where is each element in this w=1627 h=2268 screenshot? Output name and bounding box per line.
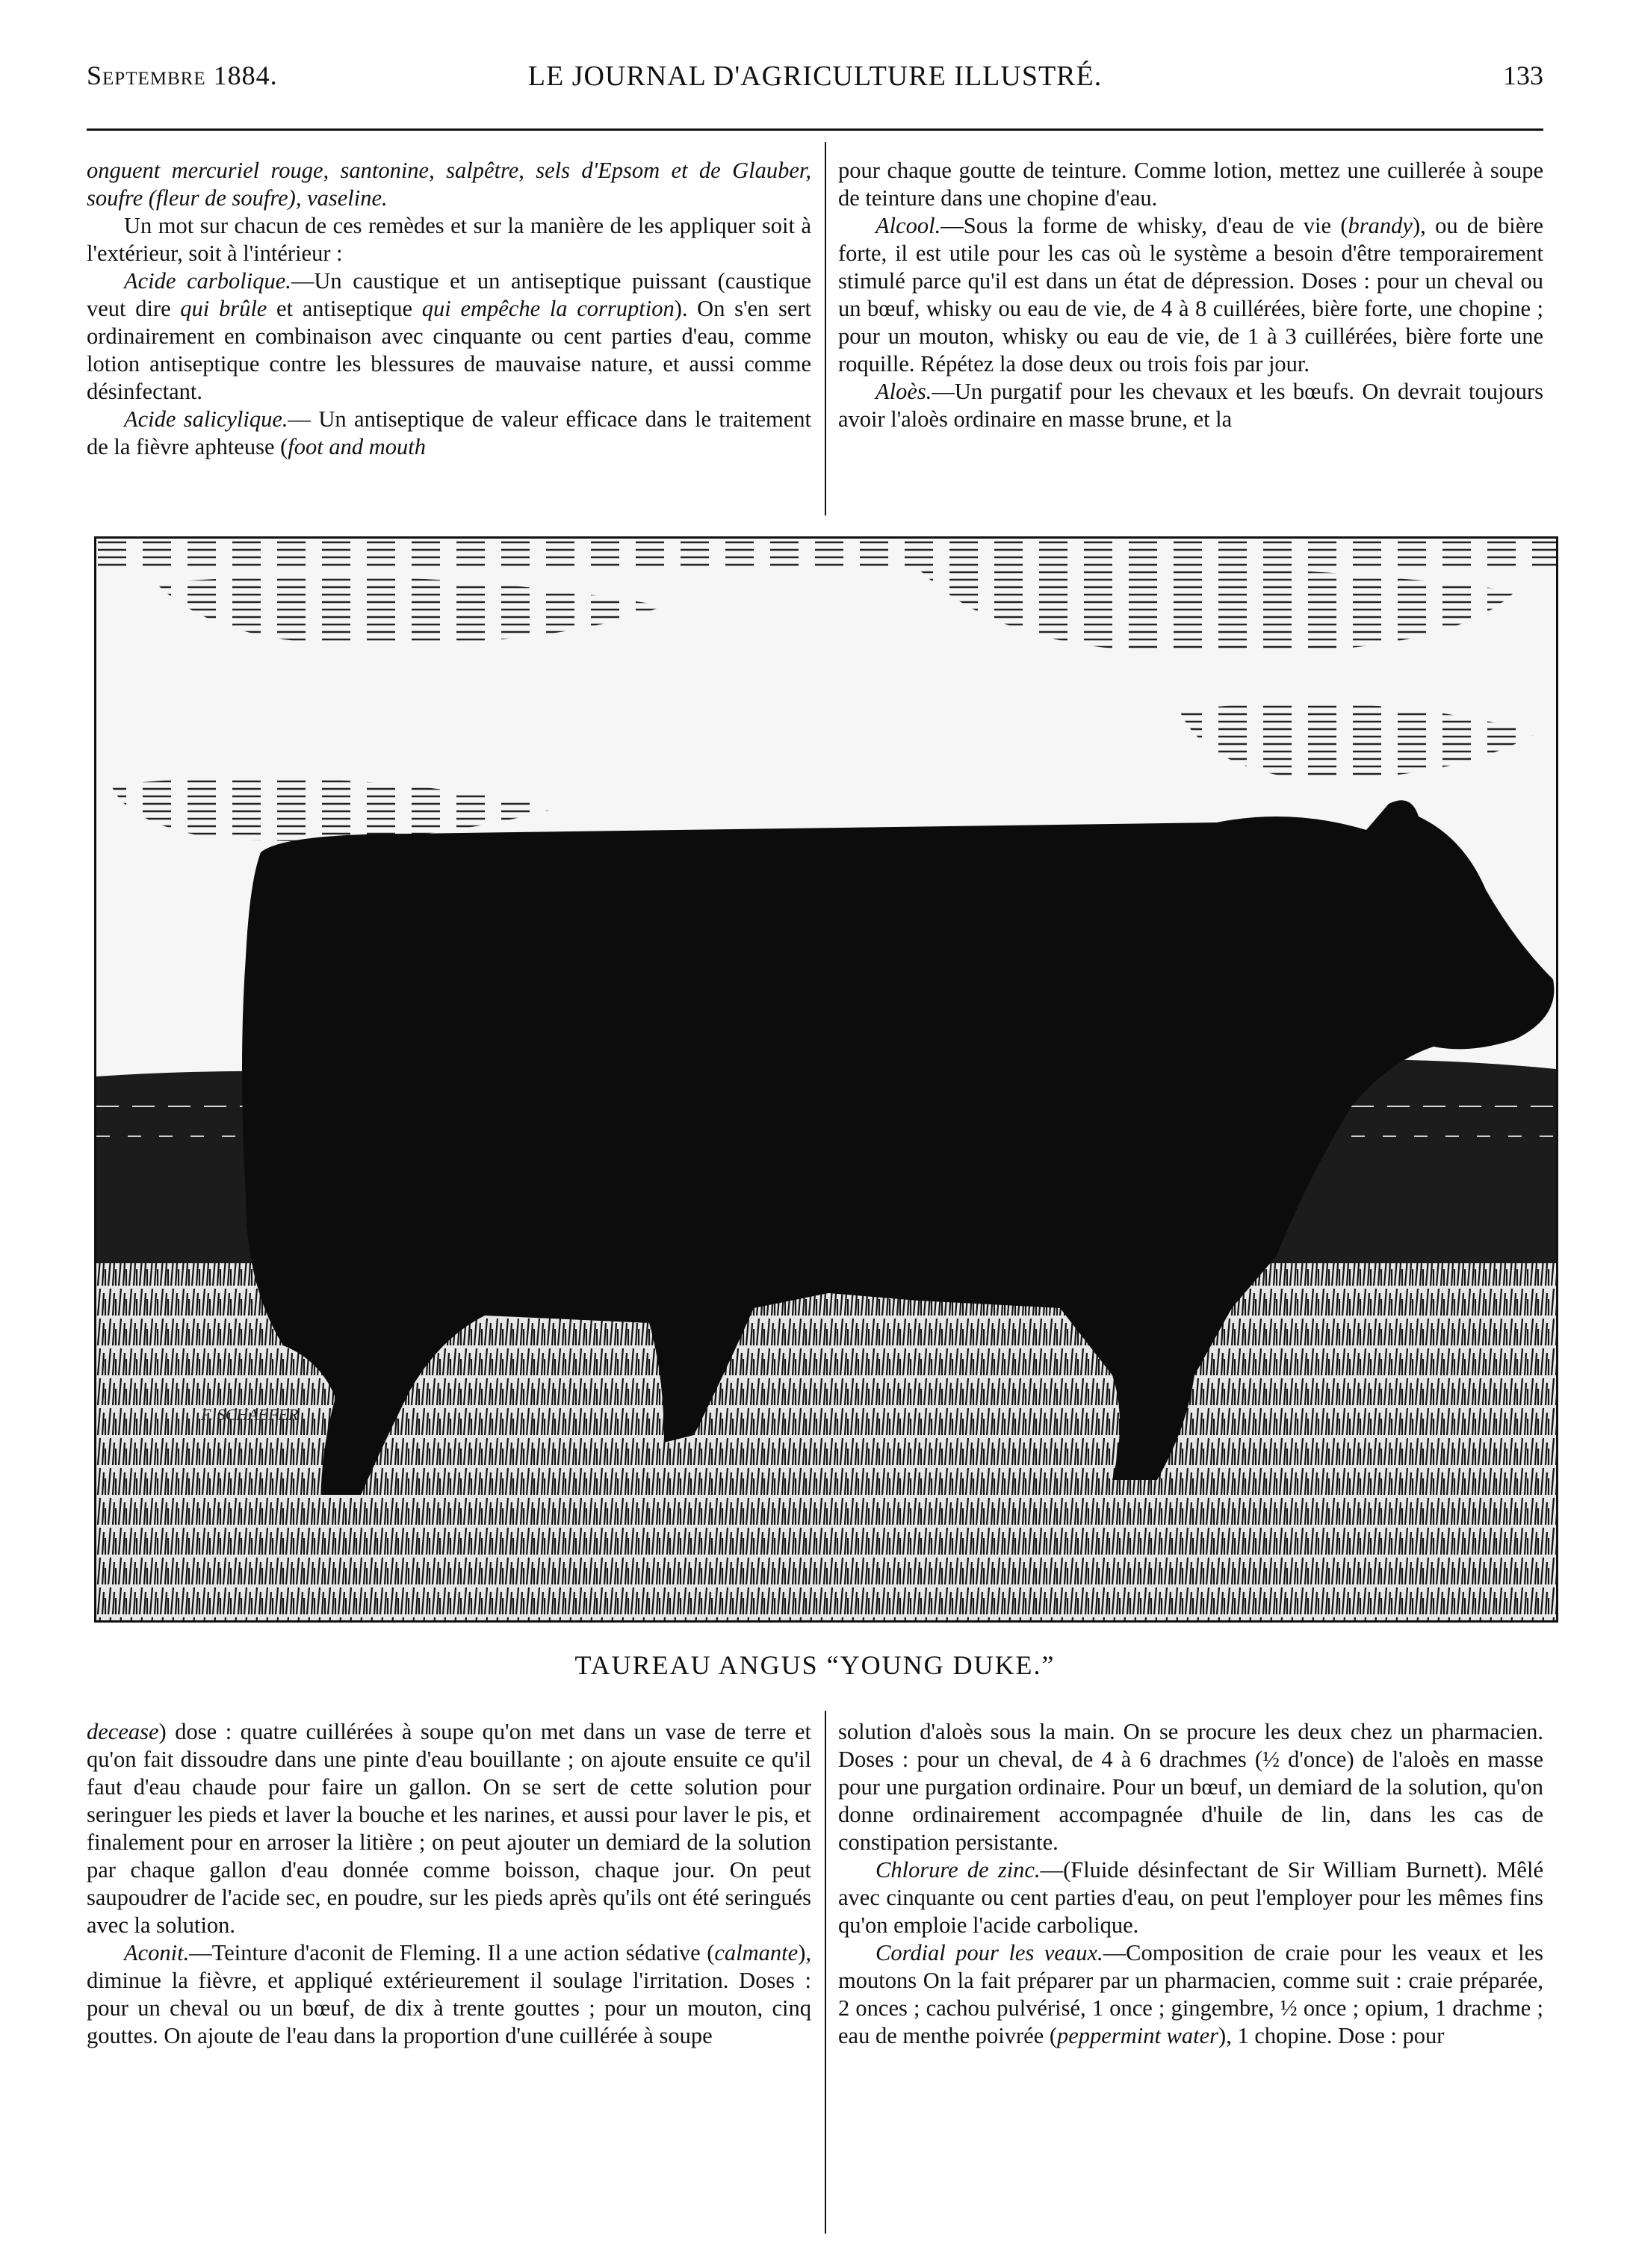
journal-title: LE JOURNAL D'AGRICULTURE ILLUSTRÉ. (527, 61, 1103, 92)
paragraph: Acide carbolique.—Un caustique et un antiseptique puissant (caustique veut dire qui brûle et antiseptique qui empêche la corruption). On s'en sert ordinairement en combinaison avec cinquante ou cent parties d'eau, comme lotion antiseptique contre les blessures de mauvaise nature, et aussi comme désinfectant. (87, 268, 812, 404)
bottom-left-column (87, 1718, 811, 2050)
column-divider (825, 142, 826, 515)
term: Acide carbolique. (124, 268, 291, 294)
term: Aloès. (876, 379, 932, 404)
term: Cordial pour les veaux. (876, 1940, 1103, 1965)
paragraph: Aconit.—Teinture d'aconit de Fleming. Il a une action sédative (calmante), diminue la fièvre, et appliqué extérieurement il soulage l'irritation. Doses : pour un cheval ou un bœuf, de dix à trente gouttes ; pour un mouton, cinq gouttes. On ajoute de l'eau dans la proportion d'une cuillérée à soupe (87, 1940, 811, 2048)
paragraph: Chlorure de zinc.—(Fluide désinfectant de Sir William Burnett). Mêlé avec cinquante ou cent parties d'eau, on peut l'employer pour les mêmes fins qu'on emploie l'acide carbolique. (838, 1857, 1543, 1938)
figure-caption: TAUREAU ANGUS “YOUNG DUKE.” (574, 1650, 1056, 1680)
paragraph: solution d'aloès sous la main. On se procure les deux chez un pharmacien. Doses : pour un cheval, de 4 à 6 drachmes (½ d'once) de l'aloès en masse pour une purgation ordinaire. Pour un bœuf, un demiard de la solution, qu'on donne ordinairement accompagnée d'huile de lin, dans les cas de constipation persistante. (838, 1719, 1543, 1855)
header-rule (87, 128, 1543, 131)
page-number: 133 (1503, 61, 1543, 90)
bottom-right-column (838, 1718, 1543, 2050)
paragraph: pour chaque goutte de teinture. Comme lotion, mettez une cuillerée à soupe de teinture dans une chopine d'eau. (838, 158, 1543, 211)
term: Alcool. (876, 213, 941, 238)
engraver-signature: F. SCHAEFER (201, 1405, 299, 1424)
paragraph: Alcool.—Sous la forme de whisky, d'eau de vie (brandy), ou de bière forte, il est utile pour les cas où le système a besoin d'être temporairement stimulé parce qu'il est dans un état de dépression. Doses : pour un cheval ou un bœuf, whisky ou eau de vie, de 4 à 8 cuillérées, bière forte, une chopine ; pour un mouton, whisky ou eau de vie, de 1 à 3 cuillérées, bière forte une roquille. Répétez la dose deux ou trois fois par jour. (838, 213, 1543, 377)
term: Acide salicylique. (124, 406, 288, 432)
paragraph: Un mot sur chacun de ces remèdes et sur la manière de les appliquer soit à l'extérieur, soit à l'intérieur : (87, 213, 811, 266)
header-date: Septembre 1884. (87, 61, 278, 90)
column-divider (825, 1711, 826, 2234)
paragraph: onguent mercuriel rouge, santonine, salpêtre, sels d'Epsom et de Glauber, soufre (fleur de soufre), vaseline. (87, 158, 811, 211)
term: Chlorure de zinc. (876, 1857, 1041, 1883)
bull-illustration (94, 536, 1558, 1623)
paragraph: Cordial pour les veaux.—Composition de craie pour les veaux et les moutons On la fait préparer par un pharmacien, comme suit : craie préparée, 2 onces ; cachou pulvérisé, 1 once ; gingembre, ½ once ; opium, 1 drachme ; eau de menthe poivrée (peppermint water), 1 chopine. Dose : pour (838, 1940, 1543, 2048)
page-header (87, 60, 1543, 112)
top-right-column (838, 157, 1543, 433)
paragraph: Acide salicylique.— Un antiseptique de valeur efficace dans le traitement de la fièvre aphteuse (foot and mouth (87, 406, 812, 459)
paragraph: Aloès.—Un purgatif pour les chevaux et les bœufs. On devrait toujours avoir l'aloès ordinaire en masse brune, et la (838, 379, 1543, 432)
term: Aconit. (124, 1940, 190, 1965)
paragraph: decease) dose : quatre cuillérées à soupe qu'on met dans un vase de terre et qu'on fait dissoudre dans une pinte d'eau bouillante ; on ajoute ensuite ce qu'il faut d'eau chaude pour faire un gallon. On se sert de cette solution pour seringuer les pieds et laver la bouche et les narines, et aussi pour laver le pis, et finalement pour en arroser la litière ; on peut ajouter un demiard de la solution par chaque gallon d'eau donnée comme boisson, chaque jour. On peut saupoudrer de l'acide sec, en poudre, sur les pieds après qu'ils ont été seringués avec la solution. (87, 1719, 811, 1938)
top-left-column (87, 157, 811, 461)
